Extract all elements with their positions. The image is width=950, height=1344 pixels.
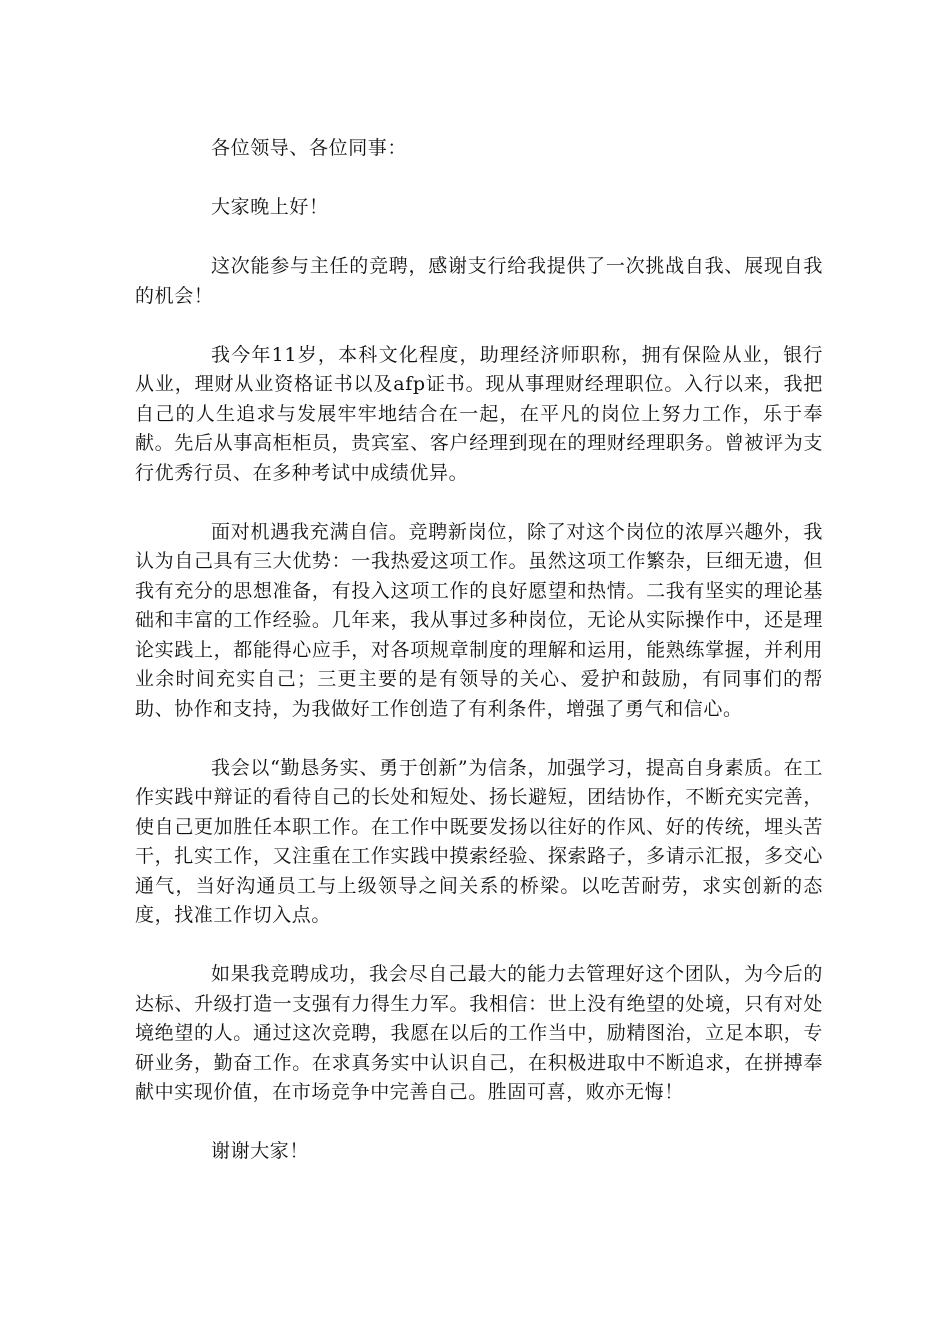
closing-thanks: 谢谢大家！: [211, 1140, 310, 1162]
opening-paragraph: 这次能参与主任的竞聘，感谢支行给我提供了一次挑战自我、展现自我的机会！: [135, 255, 823, 307]
background-paragraph: 我今年11岁，本科文化程度，助理经济师职称，拥有保险从业，银行从业，理财从业资格证书以及afp证书。现从事理财经理职位。入行以来，我把自己的人生追求与发展牢牢地结合在一起，在平凡的岗位上努力工作，乐于奉献。先后从事高柜柜员，贵宾室、客户经理到现在的理财经理职务。曾被评为支行优秀行员、在多种考试中成绩优异。: [135, 343, 823, 484]
speech-body: [135, 134, 823, 1167]
advantages-paragraph: 面对机遇我充满自信。竞聘新岗位，除了对这个岗位的浓厚兴趣外，我认为自己具有三大优势：一我热爱这项工作。虽然这项工作繁杂，巨细无遗，但我有充分的思想准备，有投入这项工作的良好愿望和热情。二我有坚实的理论基础和丰富的工作经验。几年来，我从事过多种岗位，无论从实际操作中，还是理论实践上，都能得心应手，对各项规章制度的理解和运用，能熟练掌握，并利用业余时间充实自己；三更主要的是有领导的关心、爱护和鼓励，有同事们的帮助、协作和支持，为我做好工作创造了有利条件，增强了勇气和信心。: [135, 520, 823, 720]
salutation: 各位领导、各位同事：: [211, 137, 408, 159]
motto-paragraph: 我会以“勤恳务实、勇于创新”为信条，加强学习，提高自身素质。在工作实践中辩证的看待自己的长处和短处、扬长避短，团结协作，不断充实完善，使自己更加胜任本职工作。在工作中既要发扬以往好的作风、好的传统，埋头苦干，扎实工作，又注重在工作实践中摸索经验、探索路子，多请示汇报，多交心通气，当好沟通员工与上级领导之间关系的桥梁。以吃苦耐劳，求实创新的态度，找准工作切入点。: [135, 756, 823, 926]
greeting: 大家晚上好！: [211, 196, 329, 218]
commitment-paragraph: 如果我竞聘成功，我会尽自己最大的能力去管理好这个团队，为今后的达标、升级打造一支强有力得生力军。我相信：世上没有绝望的处境，只有对处境绝望的人。通过这次竞聘，我愿在以后的工作当中，励精图治，立足本职，专研业务，勤奋工作。在求真务实中认识自己，在积极进取中不断追求，在拼搏奉献中实现价值，在市场竞争中完善自己。胜固可喜，败亦无悔！: [135, 963, 823, 1103]
